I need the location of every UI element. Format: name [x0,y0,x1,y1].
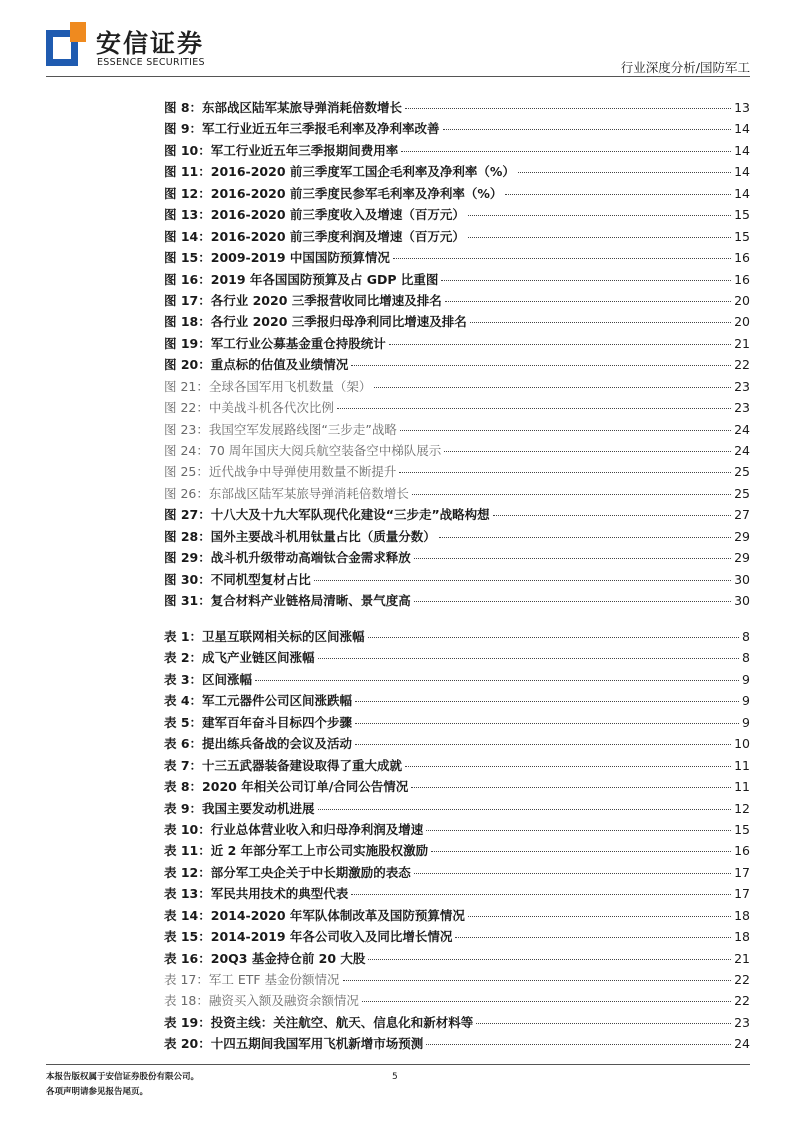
dot-leader [351,365,731,366]
dot-leader [505,194,731,195]
toc-entry[interactable] [164,118,750,139]
dot-leader [314,580,731,581]
toc-entry-page: 16 [734,250,750,266]
dot-leader [455,937,731,938]
dot-leader [476,1023,731,1024]
toc-entry[interactable] [164,333,750,354]
toc-entry-page: 24 [734,421,750,437]
toc-entry-page: 21 [734,950,750,966]
toc-entry-page: 27 [734,507,750,523]
toc-entry[interactable] [164,354,750,375]
toc-entry-page: 30 [734,593,750,609]
dot-leader [343,980,732,981]
toc-entry-page: 21 [734,335,750,351]
toc-entry-label: 表 13：军民共用技术的典型代表 [164,886,349,902]
toc-entry-page: 23 [734,400,750,416]
toc-entry[interactable] [164,547,750,568]
disclaimer-text: 各项声明请参见报告尾页。 [46,1087,149,1097]
dot-leader [412,494,731,495]
toc-entry-label: 图 8：东部战区陆军某旅导弹消耗倍数增长 [164,100,403,115]
toc-entry-page: 15 [734,228,750,244]
toc-entry-page: 30 [734,571,750,587]
toc-entry-page: 29 [734,528,750,544]
toc-entry-page: 23 [734,378,750,394]
dot-leader [426,830,731,831]
dot-leader [255,680,739,681]
toc-entry[interactable] [164,669,750,690]
toc-entry-page: 24 [734,1036,750,1052]
header-divider [46,76,750,77]
dot-leader [389,344,731,345]
toc-entry-label: 图 11：2016-2020 前三季度军工国企毛利率及净利率（%） [164,164,515,180]
toc-entry-label: 表 17：军工 ETF 基金份额情况 [164,972,340,987]
toc-entry-page: 20 [734,292,750,308]
toc-entry[interactable] [164,461,750,482]
toc-entry[interactable] [164,269,750,290]
toc-entry-label: 表 10：行业总体营业收入和归母净利润及增速 [164,821,424,837]
toc-entry-label: 表 6：提出练兵备战的会议及活动 [164,736,353,752]
toc-entry-page: 23 [734,1014,750,1030]
toc-entry-label: 表 18：融资买入额及融资余额情况 [164,993,359,1009]
toc-entry-page: 14 [734,121,750,137]
toc-entry-page: 11 [734,779,750,795]
toc-entry-page: 13 [734,100,750,115]
toc-entry-label: 表 8：2020 年相关公司订单/合同公告情况 [164,779,409,795]
toc-entry-label: 表 3：区间涨幅 [164,671,253,687]
dot-leader [411,787,731,788]
toc-entry[interactable] [164,140,750,161]
report-type: 行业深度分析/国防军工 [620,60,750,75]
toc-entry-page: 17 [734,864,750,880]
dot-leader [414,873,731,874]
toc-entry-label: 图 25：近代战争中导弹使用数量不断提升 [164,464,397,480]
footer-notice [46,1070,199,1100]
toc-entry-page: 8 [742,629,750,644]
toc-entry-label: 表 14：2014-2020 年军队体制改革及国防预算情况 [164,907,465,923]
toc-entry[interactable] [164,419,750,440]
dot-leader [318,809,732,810]
toc-entry-page: 25 [734,464,750,480]
toc-entry-label: 图 21：全球各国军用飞机数量（架） [164,378,372,394]
toc-entry-page: 15 [734,207,750,223]
toc-entry[interactable] [164,990,750,1011]
dot-leader [470,322,731,323]
dot-leader [337,408,731,409]
toc-entry[interactable] [164,204,750,225]
company-name-cn: 安信证券 [96,29,205,58]
toc-entry-page: 9 [742,693,750,709]
toc-entry-label: 表 15：2014-2019 年各公司收入及同比增长情况 [164,929,453,945]
dot-leader [368,959,731,960]
toc-entry-label: 图 30：不同机型复材占比 [164,571,311,587]
toc-entry-page: 10 [734,736,750,752]
toc-entry[interactable] [164,712,750,733]
dot-leader [493,515,731,516]
page-number: 5 [392,1072,398,1082]
dot-leader [405,108,731,109]
dot-leader [405,766,731,767]
dot-leader [441,280,731,281]
dot-leader [414,558,731,559]
toc-entry-label: 图 13：2016-2020 前三季度收入及增速（百万元） [164,207,465,223]
toc-entry[interactable] [164,948,750,969]
toc-entry-label: 表 16：20Q3 基金持仓前 20 大股 [164,950,366,966]
toc-entry-page: 22 [734,993,750,1009]
toc-entry[interactable] [164,483,750,504]
copyright-text: 本报告版权属于安信证券股份有限公司。 [46,1072,200,1082]
toc-entry-label: 表 7：十三五武器装备建设取得了重大成就 [164,757,403,773]
toc-entry[interactable] [164,183,750,204]
toc-entry-page: 9 [742,714,750,730]
dot-leader [518,172,731,173]
toc-entry[interactable] [164,569,750,590]
toc-entry[interactable] [164,504,750,525]
dot-leader [374,387,731,388]
toc-entry-label: 表 19：投资主线：关注航空、航天、信息化和新材料等 [164,1014,474,1030]
toc-entry[interactable] [164,397,750,418]
dot-leader [368,637,739,638]
toc-entry-page: 12 [734,800,750,816]
toc-entry[interactable] [164,440,750,461]
toc-entry[interactable] [164,1012,750,1033]
dot-leader [393,258,731,259]
toc-entry[interactable] [164,590,750,611]
toc-entry[interactable] [164,161,750,182]
toc-entry-label: 图 29：战斗机升级带动高端钛合金需求释放 [164,550,411,566]
toc-entry[interactable] [164,776,750,797]
toc-entry[interactable] [164,376,750,397]
toc-entry[interactable] [164,647,750,668]
figures-list [164,97,750,612]
toc-entry[interactable] [164,883,750,904]
dot-leader [414,601,731,602]
toc-entry[interactable] [164,290,750,311]
dot-leader [399,472,731,473]
toc-entry-label: 图 19：军工行业公募基金重仓持股统计 [164,335,386,351]
toc-entry-page: 16 [734,843,750,859]
toc-entry-label: 图 24：70 周年国庆大阅兵航空装备空中梯队展示 [164,443,442,458]
toc-entry-label: 图 27：十八大及十九大军队现代化建设“三步走”战略构想 [164,507,490,523]
dot-leader [362,1001,731,1002]
toc-entry-label: 表 12：部分军工央企关于中长期激励的表态 [164,864,411,880]
dot-leader [355,701,739,702]
toc-entry-label: 图 18：各行业 2020 三季报归母净利同比增速及排名 [164,314,467,330]
toc-entry-label: 表 1：卫星互联网相关标的区间涨幅 [164,629,365,644]
toc-entry[interactable] [164,626,750,647]
toc-entry-label: 表 2：成飞产业链区间涨幅 [164,650,315,666]
toc-entry-page: 15 [734,821,750,837]
company-name-en: ESSENCE SECURITIES [97,57,205,68]
toc-entry[interactable] [164,926,750,947]
toc-entry-page: 8 [742,650,750,666]
toc-entry-page: 25 [734,485,750,501]
toc-entry-page: 14 [734,164,750,180]
toc-entry-label: 表 11：近 2 年部分军工上市公司实施股权激励 [164,843,429,859]
page-header [0,0,793,80]
toc-entry-label: 图 9：军工行业近五年三季报毛利率及净利率改善 [164,121,440,137]
footer-divider [46,1064,750,1065]
toc-entry-page: 22 [734,357,750,373]
toc-entry-page: 18 [734,907,750,923]
toc-entry-label: 图 12：2016-2020 前三季度民参军毛利率及净利率（%） [164,185,503,201]
toc-entry-label: 表 20：十四五期间我国军用飞机新增市场预测 [164,1036,424,1052]
dot-leader [468,215,731,216]
tables-list [164,626,750,1055]
toc-entry[interactable] [164,798,750,819]
toc-entry-page: 17 [734,886,750,902]
toc-entry-page: 14 [734,185,750,201]
toc-entry[interactable] [164,690,750,711]
essence-logo-icon [46,22,86,66]
toc-entry-page: 24 [734,443,750,458]
toc-entry-label: 表 4：军工元器件公司区间涨跌幅 [164,693,353,709]
toc-entry[interactable] [164,905,750,926]
toc-entry-page: 16 [734,271,750,287]
toc-entry-label: 图 16：2019 年各国国防预算及占 GDP 比重图 [164,271,439,287]
dot-leader [445,301,731,302]
toc-entry-label: 图 23：我国空军发展路线图“三步走”战略 [164,421,397,437]
dot-leader [318,658,739,659]
toc-entry-page: 18 [734,929,750,945]
toc-entry-label: 图 31：复合材料产业链格局清晰、景气度高 [164,593,411,609]
toc-entry[interactable] [164,97,750,118]
toc-entry-label: 图 17：各行业 2020 三季报营收同比增速及排名 [164,292,442,308]
dot-leader [444,451,731,452]
toc-entry-page: 14 [734,142,750,158]
toc-entry-label: 图 26：东部战区陆军某旅导弹消耗倍数增长 [164,485,409,501]
toc-entry[interactable] [164,755,750,776]
toc-entry[interactable] [164,526,750,547]
toc-entry[interactable] [164,1033,750,1054]
toc-entry-label: 图 10：军工行业近五年三季报期间费用率 [164,142,399,158]
dot-leader [355,723,739,724]
dot-leader [400,430,731,431]
toc-entry[interactable] [164,226,750,247]
dot-leader [431,851,731,852]
toc-entry-page: 9 [742,671,750,687]
dot-leader [468,237,731,238]
toc-entry[interactable] [164,969,750,990]
dot-leader [468,916,731,917]
toc-entry-page: 11 [734,757,750,773]
dot-leader [351,894,731,895]
toc-entry[interactable] [164,311,750,332]
dot-leader [439,537,731,538]
toc-entry[interactable] [164,733,750,754]
toc-entry-label: 图 20：重点标的估值及业绩情况 [164,357,349,373]
toc-entry-label: 图 14：2016-2020 前三季度利润及增速（百万元） [164,228,465,244]
dot-leader [443,129,732,130]
toc-entry-label: 图 28：国外主要战斗机用钛量占比（质量分数） [164,528,436,544]
toc-entry-page: 29 [734,550,750,566]
toc-entry-label: 图 22：中美战斗机各代次比例 [164,400,334,416]
toc-entry[interactable] [164,247,750,268]
dot-leader [355,744,731,745]
toc-entry-label: 表 5：建军百年奋斗目标四个步骤 [164,714,353,730]
toc-entry[interactable] [164,819,750,840]
toc-entry-label: 图 15：2009-2019 中国国防预算情况 [164,250,390,266]
toc-entry[interactable] [164,840,750,861]
dot-leader [401,151,731,152]
dot-leader [426,1044,731,1045]
toc-entry[interactable] [164,862,750,883]
toc-entry-label: 表 9：我国主要发动机进展 [164,800,315,816]
toc-entry-page: 22 [734,972,750,987]
toc-entry-page: 20 [734,314,750,330]
